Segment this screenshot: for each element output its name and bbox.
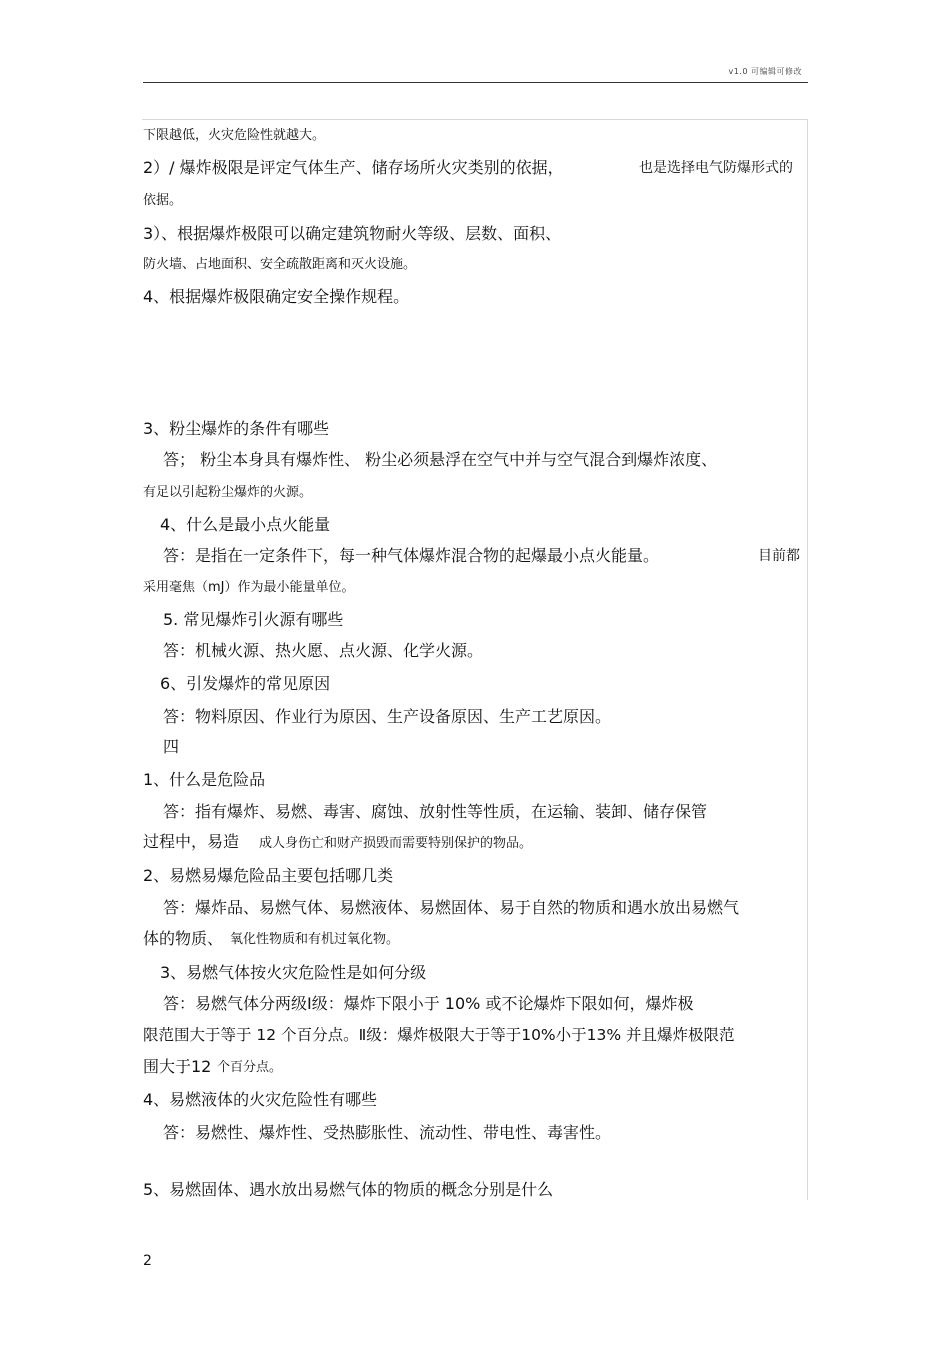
section-heading: 4、什么是最小点火能量 — [160, 515, 331, 534]
text-line: 4、根据爆炸极限确定安全操作规程。 — [143, 287, 410, 306]
chapter-marker: 四 — [163, 737, 180, 756]
text-line: 有足以引起粉尘爆炸的火源。 — [143, 485, 313, 500]
text-line: 目前都 — [758, 548, 800, 564]
answer-text: 答：爆炸品、易燃气体、易燃液体、易燃固体、易于自然的物质和遇水放出易燃气 — [163, 898, 740, 917]
section-heading: 1、什么是危险品 — [143, 770, 266, 789]
answer-text: 答：易燃性、爆炸性、受热膨胀性、流动性、带电性、毒害性。 — [163, 1123, 612, 1142]
section-heading: 4、易燃液体的火灾危险性有哪些 — [143, 1090, 378, 1109]
answer-text: 答：指有爆炸、易燃、毒害、腐蚀、放射性等性质，在运输、装卸、储存保管 — [163, 802, 708, 821]
text-line: 采用毫焦（mJ）作为最小能量单位。 — [143, 580, 355, 595]
text-line: 防火墙、占地面积、安全疏散距离和灭火设施。 — [143, 257, 417, 272]
text-line: 过程中，易造 — [143, 832, 240, 851]
header-rule — [143, 82, 808, 83]
header-version-note: v1.0 可编辑可修改 — [728, 67, 802, 76]
text-line: 体的物质、 — [143, 929, 224, 948]
page-number: 2 — [143, 1253, 152, 1269]
text-line: 3）、根据爆炸极限可以确定建筑物耐火等级、层数、面积、 — [143, 224, 562, 243]
text-line: 下限越低，火灾危险性就越大。 — [143, 128, 326, 143]
section-heading: 2、易燃易爆危险品主要包括哪几类 — [143, 866, 394, 885]
answer-text: 答：是指在一定条件下，每一种气体爆炸混合物的起爆最小点火能量。 — [163, 546, 660, 565]
text-line: 2）/ 爆炸极限是评定气体生产、储存场所火灾类别的依据， — [143, 158, 564, 177]
text-line: 个百分点。 — [217, 1060, 283, 1075]
section-heading: 3、粉尘爆炸的条件有哪些 — [143, 419, 330, 438]
answer-text: 答：机械火源、热火愿、点火源、化学火源。 — [163, 641, 484, 660]
text-line: 成人身伤亡和财产损毁而需要特别保护的物品。 — [259, 836, 533, 851]
answer-text: 答； 粉尘本身具有爆炸性、 粉尘必须悬浮在空气中并与空气混合到爆炸浓度、 — [163, 450, 718, 469]
text-line: 依据。 — [143, 193, 183, 208]
answer-text: 答：物料原因、作业行为原因、生产设备原因、生产工艺原因。 — [163, 707, 612, 726]
text-line: 围大于12 — [143, 1057, 212, 1076]
section-heading: 5. 常见爆炸引火源有哪些 — [163, 610, 344, 629]
section-heading: 5、易燃固体、遇水放出易燃气体的物质的概念分别是什么 — [143, 1180, 554, 1199]
section-heading: 6、引发爆炸的常见原因 — [160, 674, 331, 693]
text-line: 也是选择电气防爆形式的 — [639, 160, 793, 176]
answer-text: 答：易燃气体分两级Ⅰ级：爆炸下限小于 10% 或不论爆炸下限如何，爆炸极 — [163, 994, 694, 1013]
text-line: 限范围大于等于 12 个百分点。Ⅱ级：爆炸极限大于等于10%小于13% 并且爆炸极限范 — [143, 1026, 735, 1044]
section-heading: 3、易燃气体按火灾危险性是如何分级 — [160, 963, 427, 982]
text-line: 氧化性物质和有机过氧化物。 — [230, 932, 400, 947]
